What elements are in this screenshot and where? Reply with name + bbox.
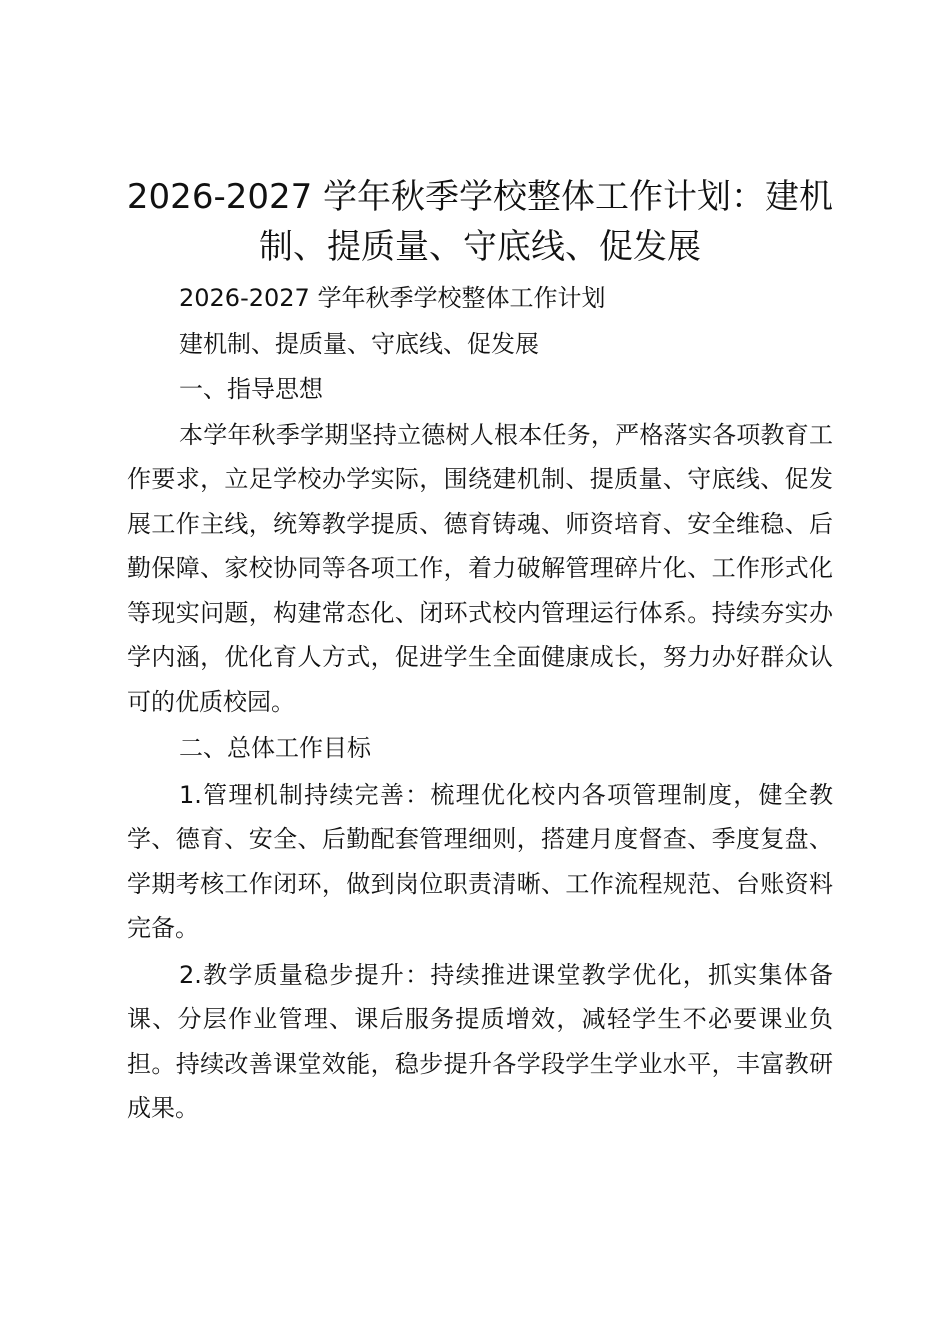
section-heading-overall-goals: 二、总体工作目标 (179, 734, 371, 762)
paragraph-goal-2: 2.教学质量稳步提升：持续推进课堂教学优化，抓实集体备课、分层作业管理、课后服务提质增效，减轻学生不必要课业负担。持续改善课堂效能，稳步提升各学段学生学业水平，丰富教研成果。 (127, 960, 833, 1122)
subtitle-line-1: 2026-2027 学年秋季学校整体工作计划 (179, 284, 606, 312)
document-body (127, 276, 833, 1131)
subtitle-line-2: 建机制、提质量、守底线、促发展 (179, 329, 539, 358)
paragraph-goal-1: 1.管理机制持续完善：梳理优化校内各项管理制度，健全教学、德育、安全、后勤配套管理细则，搭建月度督查、季度复盘、学期考核工作闭环，做到岗位职责清晰、工作流程规范、台账资料完备。 (127, 780, 833, 942)
document-title: 2026-2027 学年秋季学校整体工作计划：建机制、提质量、守底线、促发展 (126, 177, 834, 267)
section-heading-guiding-ideology: 一、指导思想 (179, 375, 323, 403)
paragraph-guiding-ideology: 本学年秋季学期坚持立德树人根本任务，严格落实各项教育工作要求，立足学校办学实际，围绕建机制、提质量、守底线、促发展工作主线，统筹教学提质、德育铸魂、师资培育、安全维稳、后勤保障、家校协同等各项工作，着力破解管理碎片化、工作形式化等现实问题，构建常态化、闭环式校内管理运行体系。持续夯实办学内涵，优化育人方式，促进学生全面健康成长，努力办好群众认可的优质校园。 (127, 420, 833, 716)
